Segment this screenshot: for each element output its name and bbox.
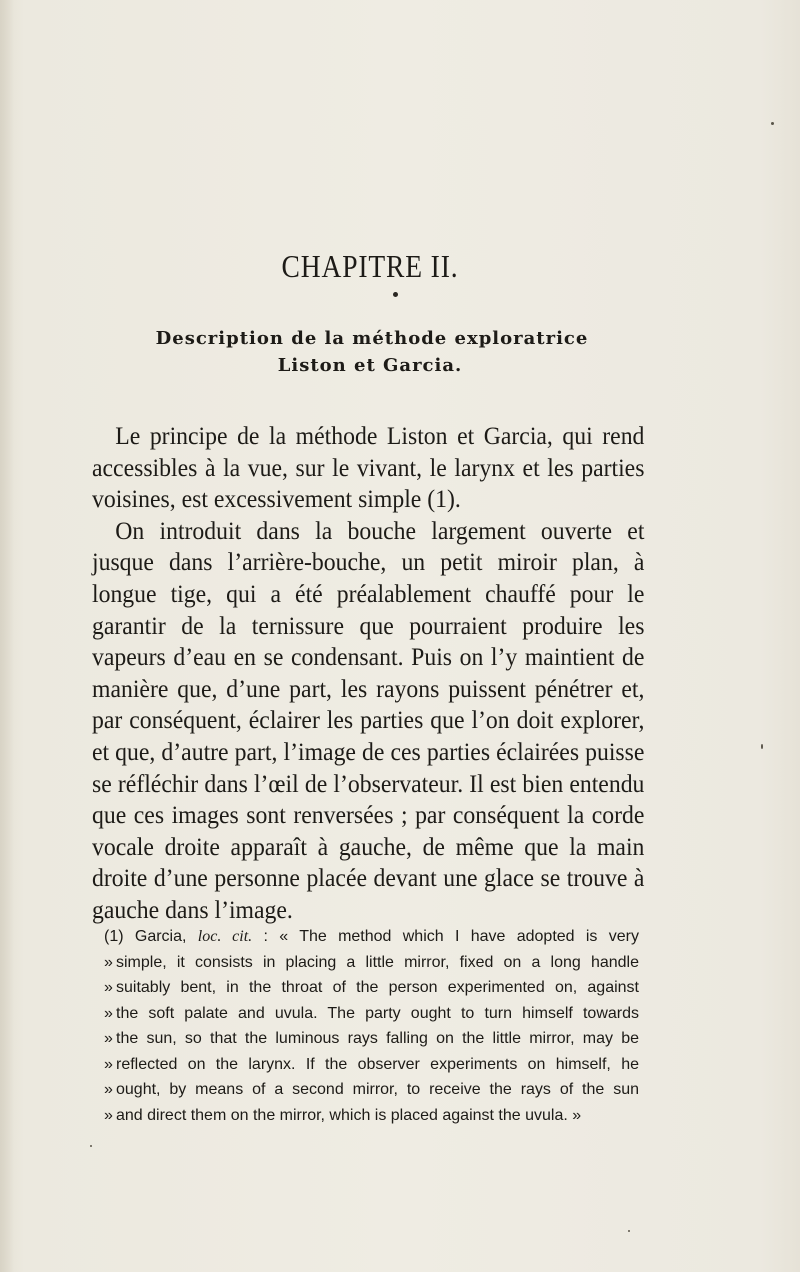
footnote-quote-mark: « bbox=[279, 928, 289, 945]
footnote-author: Garcia, bbox=[134, 928, 187, 945]
footnote-quote-mark: » bbox=[104, 1030, 113, 1047]
footnote-line-text: and direct them on the mirror, which is placed against the uvula. » bbox=[116, 1106, 582, 1124]
footnote-quote-mark: » bbox=[104, 1081, 113, 1098]
footnote-line bbox=[104, 950, 639, 976]
footnote-line-text: suitably bent, in the throat of the person experimented on, against bbox=[116, 979, 639, 996]
footnote-line-text: reflected on the larynx. If the observer experiments on himself, he bbox=[116, 1055, 639, 1073]
chapter-subtitle-line-1: Description de la méthode exploratrice bbox=[155, 328, 589, 349]
footnote-line-text: the sun, so that the luminous rays falling on the little mirror, may be bbox=[116, 1030, 639, 1047]
paper-speck bbox=[761, 744, 763, 749]
footnote-quote-mark: » bbox=[104, 979, 113, 996]
paper-speck bbox=[90, 1145, 92, 1147]
footnote-line-text: simple, it consists in placing a little mirror, fixed on a long handle bbox=[116, 953, 639, 971]
footnote-quote-mark: » bbox=[104, 1106, 113, 1124]
paragraph-1: Le principe de la méthode Liston et Garcia, qui rend accessibles à la vue, sur le vivant, le larynx et les parties voisines, est excessivement simple (1). bbox=[92, 421, 645, 514]
footnote-line-text: The method which I have adopted is very bbox=[299, 928, 639, 945]
paper-speck bbox=[628, 1230, 630, 1232]
footnote-line bbox=[104, 975, 639, 1001]
footnote-line bbox=[104, 1026, 639, 1052]
footnote-line bbox=[104, 924, 639, 950]
footnote-line-text: ought, by means of a second mirror, to receive the rays of the sun bbox=[116, 1081, 639, 1098]
footnote-line bbox=[104, 1052, 639, 1078]
footnote-marker: (1) bbox=[104, 928, 124, 945]
paragraph-2: On introduit dans la bouche largement ouverte et jusque dans l’arrière-bouche, un petit miroir plan, à longue tige, qui a été préalablement chauffé pour le garantir de la ternissure que pourraient produire les vapeurs d’eau en se condensant. Puis on l’y maintient de manière que, d’une part, les rayons puissent pénétrer et, par conséquent, éclairer les parties que l’on doit explorer, et que, d’autre part, l’image de ces parties éclairées puisse se réfléchir dans l’œil de l’observateur. Il est bien entendu que ces images sont renversées ; par conséquent la corde vocale droite apparaît à gauche, de même que la main droite d’une personne placée devant une glace se trouve à gauche dans l’image. bbox=[92, 515, 645, 924]
footnote-quote-mark: » bbox=[104, 1004, 113, 1022]
chapter-subtitle-line-2: Liston et Garcia. bbox=[277, 355, 463, 376]
footnote bbox=[104, 924, 639, 1128]
paper-speck bbox=[771, 122, 774, 125]
footnote-line-text: the soft palate and uvula. The party ought to turn himself towards bbox=[116, 1004, 639, 1022]
footnote-quote-mark: » bbox=[104, 953, 113, 971]
footnote-quote-mark: » bbox=[104, 1055, 113, 1073]
footnote-line bbox=[104, 1077, 639, 1103]
footnote-line bbox=[104, 1103, 639, 1129]
body-text bbox=[92, 420, 644, 926]
gutter-shadow bbox=[0, 0, 14, 1272]
footnote-line bbox=[104, 1001, 639, 1027]
chapter-title: CHAPITRE II. bbox=[281, 248, 459, 284]
title-ornament-dot bbox=[393, 292, 398, 297]
footnote-reference: loc. cit. bbox=[197, 928, 253, 945]
footnote-colon: : bbox=[263, 928, 268, 945]
